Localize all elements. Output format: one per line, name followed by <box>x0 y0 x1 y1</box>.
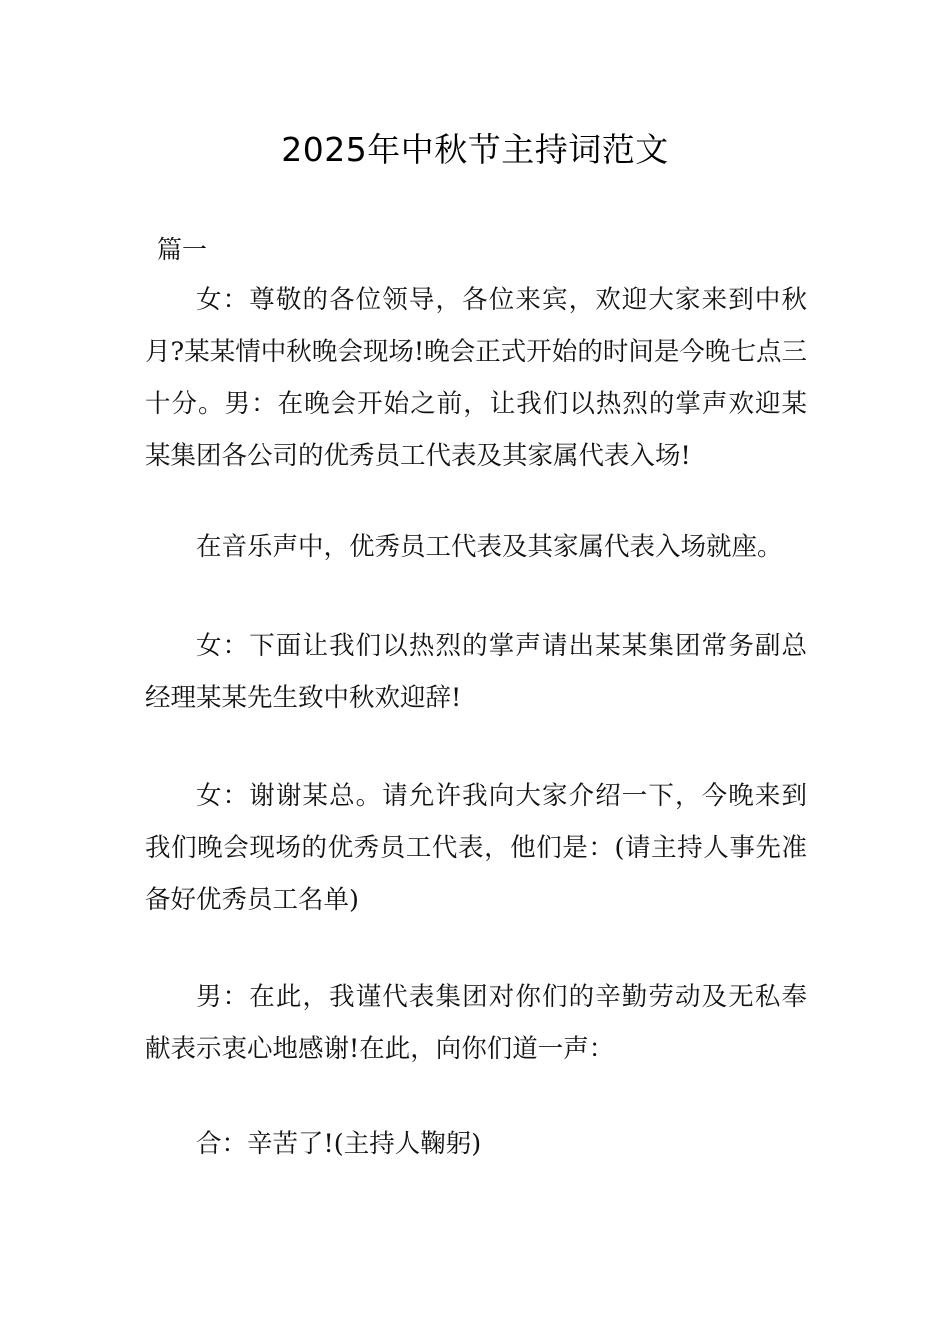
paragraph-6: 合：辛苦了!(主持人鞠躬) <box>196 1129 482 1159</box>
paragraph-2: 在音乐声中，优秀员工代表及其家属代表入场就座。 <box>196 532 783 562</box>
document-title: 2025年中秋节主持词范文 <box>281 130 669 169</box>
paragraph-4: 女：谢谢某总。请允许我向大家介绍一下，今晚来到我们晚会现场的优秀员工代表，他们是：(请主持人事先准备好优秀员工名单) <box>145 781 807 915</box>
paragraph-3: 女：下面让我们以热烈的掌声请出某某集团常务副总经理某某先生致中秋欢迎辞! <box>145 631 807 713</box>
section-label: 篇一 <box>157 235 208 264</box>
paragraph-1: 女：尊敬的各位领导，各位来宾，欢迎大家来到中秋月?某某情中秋晚会现场!晚会正式开始的时间是今晚七点三十分。男：在晚会开始之前，让我们以热烈的掌声欢迎某某集团各公司的优秀员工代表及其家属代表入场! <box>145 285 807 471</box>
paragraph-5: 男：在此，我谨代表集团对你们的辛勤劳动及无私奉献表示衷心地感谢!在此，向你们道一声： <box>145 982 807 1064</box>
